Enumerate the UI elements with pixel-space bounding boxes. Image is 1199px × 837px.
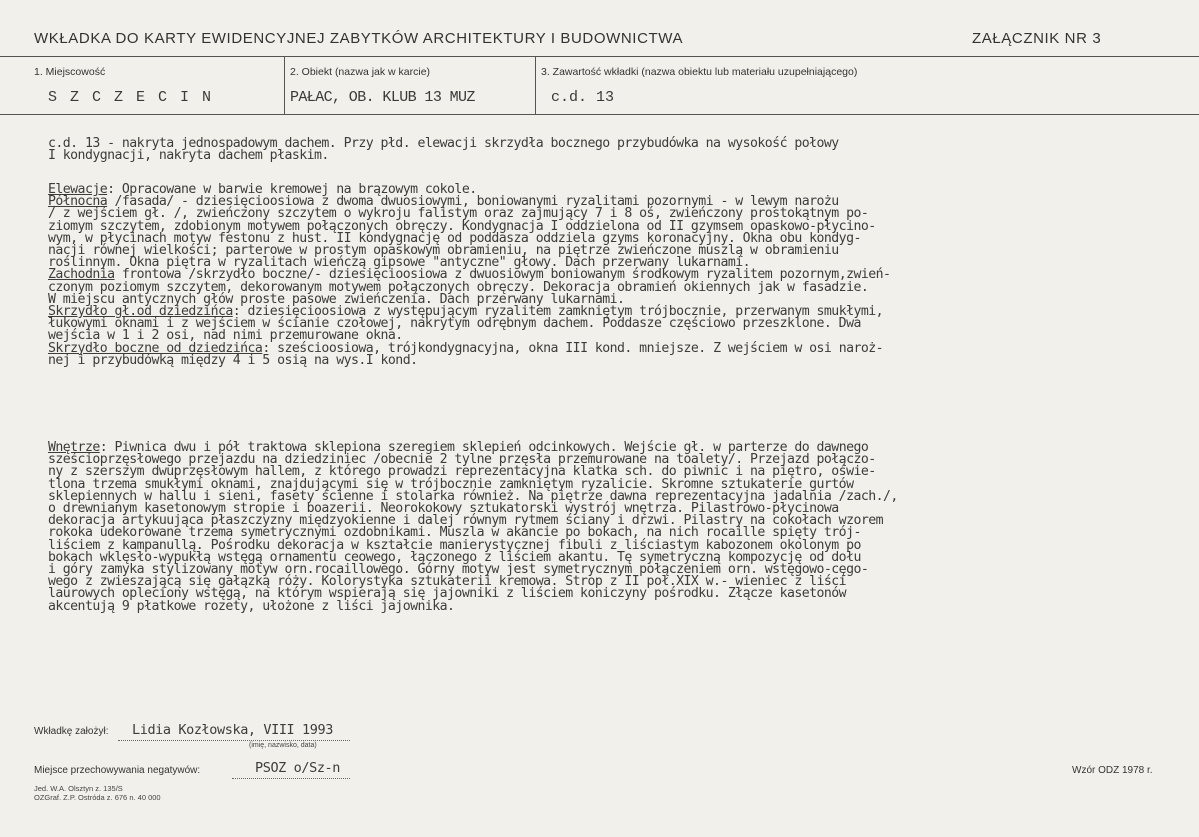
text-line: wym, w płycinach motyw festonu z hust. II kondygnację od poddasza oddziela gzyms koronacyjny. Okna obu kondyg- (48, 230, 861, 246)
text-line: nej i przybudówką między 4 i 5 osią na wys.I kond. (48, 352, 418, 368)
text-line: liściem z kampanullą. Pośrodku dekoracja w kształcie manierystycznej fibuli z liściastym kabozonem okolonym po (48, 537, 861, 553)
text-line: o drewnianym kasetonowym stropie i boazerii. Neorokokowy sztukatorski wystrój wnętrza. Pilastrowo-płycinowa (48, 501, 839, 517)
text-line: akcentują 9 płatkowe rozety, ułożone z liści jajownika. (48, 598, 455, 614)
text-line: : Opracowane w barwie kremowej na brązowym cokole. (107, 182, 477, 197)
form-pattern: Wzór ODZ 1978 r. (1072, 765, 1153, 776)
heading-polnocna: Północna (48, 194, 108, 210)
text-line: : Piwnica dwu i pół traktowa sklepiona szeregiem sklepień odcinkowych. Wejście gł. w parterze do dawnego (99, 440, 869, 455)
text-line: /fasada/ - dziesięcioosiowa z dwoma dwuosiowymi, boniowanymi ryzalitami pozornymi - w lewym narożu (107, 194, 839, 210)
text-line: I kondygnacji, nakryta dachem płaskim. (48, 148, 329, 164)
text-line: / z wejściem gł. /, zwieńczony szczytem o wykroju falistym oraz zajmujący 7 i 8 oś, zwieńczony prostokątnym po- (48, 206, 869, 222)
text-line: c.d. 13 - nakryta jednospadowym dachem. Przy płd. elewacji skrzydła bocznego przybudówka na wysokość połowy (48, 136, 839, 151)
text-line: nacji równej wielkości; parterowe w prostym opaskowym obramieniu, na piętrze zwieńczone muszlą w obramieniu (48, 243, 839, 259)
heading-elewacje: Elewacje (48, 182, 108, 197)
negatives-label: Miejsce przechowywania negatywów: (34, 765, 201, 776)
heading-wnetrze: Wnętrze (48, 440, 100, 455)
text-line: : sześcioosiowa, trójkondygnacyjna, okna III kond. mniejsze. Z wejściem w osi naroż- (262, 340, 884, 356)
object-value: PAŁAC, OB. KLUB 13 MUZ (290, 89, 475, 106)
field-divider-2 (535, 56, 536, 114)
founder-value: Lidia Kozłowska, VIII 1993 (132, 722, 333, 738)
text-line: sklepiennych w hallu i sieni, fasety ścienne i stolarka również. Na piętrze dawna reprezentacyjna jadalnia /zach./, (48, 488, 898, 504)
form-title: WKŁADKA DO KARTY EWIDENCYJNEJ ZABYTKÓW ARCHITEKTURY I BUDOWNICTWA (34, 30, 684, 47)
text-line: tlona trzema smukłymi oknami, znajdującymi się w trójbocznie zamkniętym ryzalicie. Skromne sztukaterie gurtów (48, 476, 854, 492)
locality-value: S Z C Z E C I N (48, 89, 214, 106)
text-line: roślinnym. Okna piętra w ryzalitach wieńczą gipsowe "antyczne" głowy. Dach przerwany lukarnami. (48, 255, 751, 271)
text-line: wejścia w 1 i 2 osi, nad nimi przemurowane okna. (48, 328, 403, 344)
print-info-1: Jed. W.A. Olsztyn z. 135/S (34, 784, 123, 793)
text-line: wego z zwieszającą się gałązką róży. Kolorystyka sztukaterii kremowa. Strop z II poł.XIX w.- wieniec z liści (48, 574, 847, 590)
header-rule (0, 56, 1199, 57)
text-line: ny z szerszym dwuprzęsłowym hallem, z którego prowadzi reprezentacyjna klatka sch. do piwnic i na piętro, oświe- (48, 464, 876, 480)
text-line: dekoracja artykuująca płaszczyzny międzyokienne i dalej równym rytmem ściany i drzwi. Pilastry na cokołach wzorem (48, 513, 884, 529)
text-line: laurowych opleciony wstęgą, na którym wspierają się jajowniki z liściem koniczyny pośrodku. Złącze kasetonów (48, 586, 847, 602)
heading-skrzydlo-glowne: Skrzydło gł.od dziedzińca (48, 304, 233, 320)
founder-hint: (imię, nazwisko, data) (249, 742, 317, 749)
heading-skrzydlo-boczne: Skrzydło boczne od dziedzińca (48, 340, 263, 356)
founder-dotted-line (118, 740, 350, 741)
section-interior (48, 442, 898, 613)
text-line: W miejscu antycznych głów proste pasowe zwieńczenia. Dach przerwany lukarnami. (48, 291, 625, 307)
content-label: 3. Zawartość wkładki (nazwa obiektu lub materiału uzupełniającego) (541, 66, 858, 78)
negatives-value: PSOZ o/Sz-n (255, 760, 341, 776)
fields-rule (0, 114, 1199, 115)
print-info-2: OZGraf. Z.P. Ostróda z. 676 n. 40 000 (34, 793, 161, 802)
content-value: c.d. 13 (551, 89, 615, 106)
text-line: rokoka udekorowane trzema symetrycznymi ozdobnikami. Muszla w akancie po bokach, na nich rocaille spięty trój- (48, 525, 861, 541)
body-paragraph-1 (48, 138, 839, 162)
heading-zachodnia: Zachodnia (48, 267, 115, 283)
field-divider-1 (284, 56, 285, 114)
founder-label: Wkładkę założył: (34, 726, 109, 737)
text-line: czonym poziomym szczytem, dekorowanym motywem połączonych obręczy. Dekoracja obramień okiennych jak w fasadzie. (48, 279, 869, 295)
locality-label: 1. Miejscowość (34, 66, 106, 78)
text-line: : dziesięcioosiowa z występującym ryzalitem zamkniętym trójbocznie, przerwanym smukłymi, (232, 304, 884, 320)
text-line: sześcioprzęsłowego przejazdu na dziedziniec /obecnie 2 tylne przęsła przemurowane na toalety/. Przejazd połączo- (48, 452, 876, 468)
negatives-dotted-line (232, 778, 350, 779)
section-elevations (48, 184, 890, 367)
object-label: 2. Obiekt (nazwa jak w karcie) (290, 66, 431, 78)
text-line: bokach wklęsło-wypukłą wstęgą ornamentu ceowego, łączonego z liściem akantu. Tę symetryczną kompozycję od dołu (48, 549, 861, 565)
text-line: łukowymi oknami i z wejściem w ścianie czołowej, nakrytym odrębnym dachem. Poddasze częściowo przeszklone. Dwa (48, 316, 861, 332)
annex-number: ZAŁĄCZNIK NR 3 (972, 30, 1102, 47)
text-line: i góry zamyka stylizowany motyw orn.rocaillowego. Górny motyw jest symetrycznym połączeniem orn. wstęgowo-cęgo- (48, 562, 869, 578)
text-line: ziomym szczytem, zdobionym motywem połączonych obręczy. Kondygnacja I oddzielona od II gzymsem opaskowo-płycino- (48, 218, 876, 234)
text-line: frontowa /skrzydło boczne/- dziesięcioosiowa z dwuosiowym boniowanym środkowym ryzalitem pozornym,zwień- (114, 267, 891, 283)
